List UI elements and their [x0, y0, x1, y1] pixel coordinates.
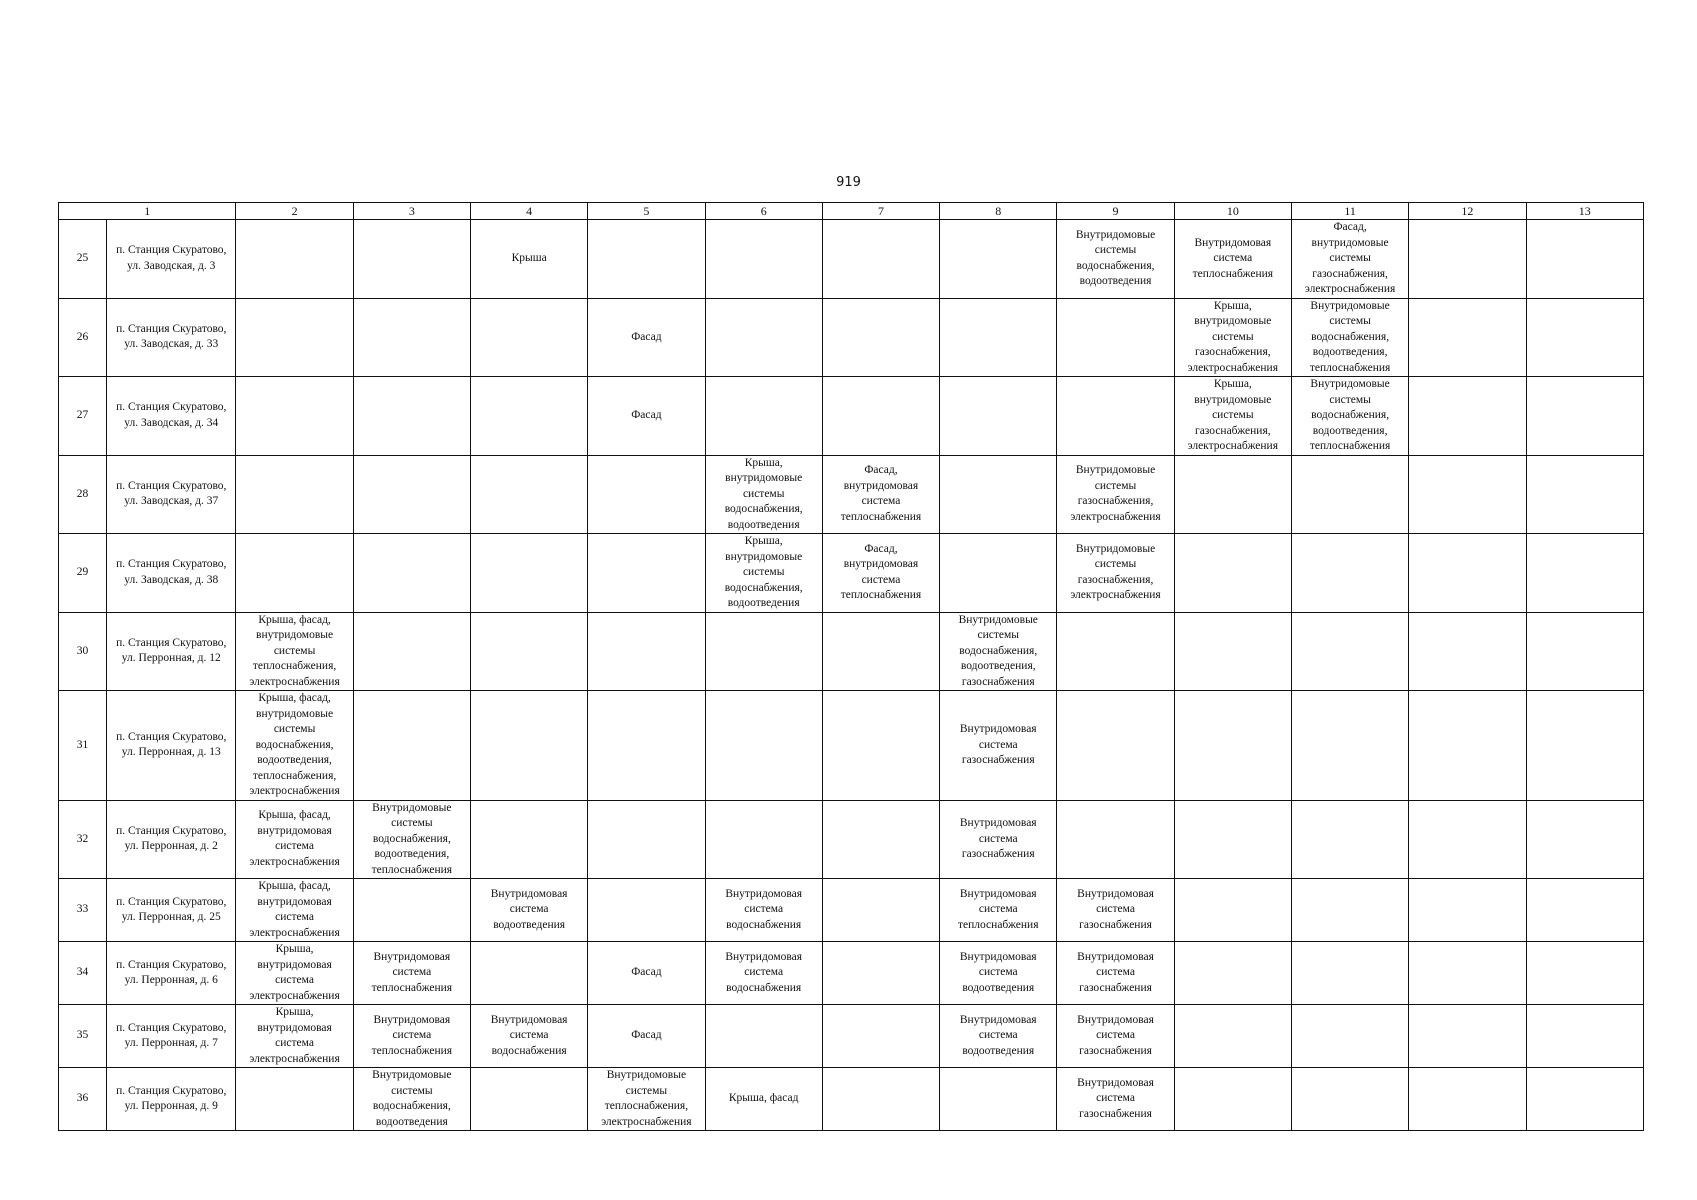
header-row — [59, 203, 1644, 220]
column-header: 4 — [470, 203, 587, 220]
work-cell — [1174, 534, 1291, 613]
row-number: 31 — [59, 691, 107, 801]
work-cell: Фасад, внутридомовая система теплоснабжения — [822, 455, 939, 534]
work-cell — [822, 298, 939, 377]
work-cell — [1526, 879, 1643, 942]
work-cell — [1291, 879, 1408, 942]
table-row — [59, 455, 1644, 534]
table-row — [59, 220, 1644, 299]
address-cell: п. Станция Скуратово, ул. Заводская, д. 38 — [107, 534, 236, 613]
work-cell — [1526, 1068, 1643, 1131]
row-number: 27 — [59, 377, 107, 456]
work-cell: Внутридомовая система газоснабжения — [1057, 879, 1174, 942]
work-cell — [1526, 612, 1643, 691]
table-row — [59, 942, 1644, 1005]
work-cell — [588, 691, 705, 801]
column-header: 12 — [1409, 203, 1526, 220]
row-number: 30 — [59, 612, 107, 691]
work-cell — [470, 377, 587, 456]
address-cell: п. Станция Скуратово, ул. Перронная, д. 2 — [107, 800, 236, 879]
work-cell — [940, 455, 1057, 534]
work-cell — [1291, 800, 1408, 879]
work-cell: Внутридомовая система газоснабжения — [1057, 942, 1174, 1005]
work-cell: Крыша, внутридомовые системы водоснабжения, водоотведения — [705, 534, 822, 613]
work-cell — [1057, 691, 1174, 801]
column-header: 7 — [822, 203, 939, 220]
work-cell — [470, 800, 587, 879]
work-cell: Внутридомовые системы водоснабжения, водоотведения — [1057, 220, 1174, 299]
work-cell — [1526, 455, 1643, 534]
work-cell — [1409, 220, 1526, 299]
column-header: 1 — [59, 203, 236, 220]
work-cell — [470, 691, 587, 801]
work-cell: Внутридомовая система водоснабжения — [705, 879, 822, 942]
work-cell — [1291, 691, 1408, 801]
work-cell — [470, 298, 587, 377]
work-cell — [1057, 612, 1174, 691]
work-cell — [1526, 534, 1643, 613]
work-cell — [822, 220, 939, 299]
work-cell: Фасад — [588, 298, 705, 377]
work-cell — [1526, 220, 1643, 299]
table-row — [59, 534, 1644, 613]
work-cell — [822, 942, 939, 1005]
work-cell — [1174, 691, 1291, 801]
work-cell — [1526, 1005, 1643, 1068]
work-cell — [353, 455, 470, 534]
work-cell: Фасад — [588, 942, 705, 1005]
address-cell: п. Станция Скуратово, ул. Заводская, д. 34 — [107, 377, 236, 456]
work-cell — [822, 879, 939, 942]
work-cell — [236, 455, 353, 534]
work-cell — [1526, 377, 1643, 456]
work-cell — [1174, 800, 1291, 879]
work-cell — [1057, 377, 1174, 456]
work-cell — [1409, 800, 1526, 879]
work-cell — [1291, 1005, 1408, 1068]
work-cell: Крыша, внутридомовая система электроснабжения — [236, 1005, 353, 1068]
work-cell — [1526, 942, 1643, 1005]
work-cell — [822, 377, 939, 456]
work-cell: Внутридомовые системы газоснабжения, электроснабжения — [1057, 534, 1174, 613]
work-cell: Внутридомовая система газоснабжения — [1057, 1005, 1174, 1068]
work-cell — [940, 298, 1057, 377]
work-cell: Крыша, внутридомовая система электроснабжения — [236, 942, 353, 1005]
work-cell: Внутридомовые системы водоснабжения, водоотведения — [353, 1068, 470, 1131]
work-cell: Внутридомовая система водоснабжения — [470, 1005, 587, 1068]
work-cell — [822, 691, 939, 801]
work-cell — [1174, 1068, 1291, 1131]
work-cell — [705, 377, 822, 456]
work-cell — [1409, 534, 1526, 613]
work-cell: Крыша, фасад, внутридомовые системы теплоснабжения, электроснабжения — [236, 612, 353, 691]
table-row — [59, 298, 1644, 377]
row-number: 36 — [59, 1068, 107, 1131]
row-number: 34 — [59, 942, 107, 1005]
row-number: 25 — [59, 220, 107, 299]
work-cell — [353, 691, 470, 801]
address-cell: п. Станция Скуратово, ул. Перронная, д. 13 — [107, 691, 236, 801]
work-cell — [822, 1005, 939, 1068]
table-row — [59, 377, 1644, 456]
work-cell — [1409, 942, 1526, 1005]
work-cell — [1174, 1005, 1291, 1068]
work-cell: Крыша, фасад, внутридомовые системы водоснабжения, водоотведения, теплоснабжения, электроснабжения — [236, 691, 353, 801]
work-cell — [1409, 879, 1526, 942]
work-cell — [1409, 298, 1526, 377]
work-cell: Внутридомовые системы водоснабжения, водоотведения, газоснабжения — [940, 612, 1057, 691]
work-cell — [236, 377, 353, 456]
work-cell — [1409, 612, 1526, 691]
work-cell — [705, 800, 822, 879]
table-row — [59, 879, 1644, 942]
address-cell: п. Станция Скуратово, ул. Перронная, д. 9 — [107, 1068, 236, 1131]
work-cell — [822, 612, 939, 691]
work-cell — [588, 455, 705, 534]
work-cell: Внутридомовая система газоснабжения — [940, 800, 1057, 879]
work-cell: Внутридомовые системы водоснабжения, водоотведения, теплоснабжения — [1291, 298, 1408, 377]
address-cell: п. Станция Скуратово, ул. Заводская, д. 3 — [107, 220, 236, 299]
table-row — [59, 1005, 1644, 1068]
work-cell — [1174, 455, 1291, 534]
column-header: 13 — [1526, 203, 1643, 220]
work-cell — [353, 298, 470, 377]
column-header: 3 — [353, 203, 470, 220]
work-cell — [1526, 800, 1643, 879]
address-cell: п. Станция Скуратово, ул. Заводская, д. 33 — [107, 298, 236, 377]
column-header: 8 — [940, 203, 1057, 220]
work-cell: Крыша, фасад, внутридомовая система электроснабжения — [236, 800, 353, 879]
work-cell: Фасад, внутридомовая система теплоснабжения — [822, 534, 939, 613]
work-cell: Фасад — [588, 377, 705, 456]
work-cell — [822, 1068, 939, 1131]
row-number: 33 — [59, 879, 107, 942]
work-cell — [940, 377, 1057, 456]
work-cell — [470, 534, 587, 613]
work-cell: Крыша, фасад — [705, 1068, 822, 1131]
work-cell — [940, 1068, 1057, 1131]
work-cell — [1409, 377, 1526, 456]
address-cell: п. Станция Скуратово, ул. Перронная, д. 12 — [107, 612, 236, 691]
work-cell: Крыша, внутридомовые системы газоснабжения, электроснабжения — [1174, 298, 1291, 377]
row-number: 28 — [59, 455, 107, 534]
work-cell: Внутридомовые системы водоснабжения, водоотведения, теплоснабжения — [353, 800, 470, 879]
work-cell: Крыша, внутридомовые системы водоснабжения, водоотведения — [705, 455, 822, 534]
table-row — [59, 612, 1644, 691]
column-header: 6 — [705, 203, 822, 220]
work-cell — [1526, 691, 1643, 801]
column-header: 11 — [1291, 203, 1408, 220]
work-cell — [588, 879, 705, 942]
work-cell — [940, 220, 1057, 299]
work-cell: Крыша — [470, 220, 587, 299]
work-cell — [1057, 298, 1174, 377]
work-cell — [1291, 942, 1408, 1005]
work-cell: Внутридомовая система водоснабжения — [705, 942, 822, 1005]
work-cell: Внутридомовая система теплоснабжения — [940, 879, 1057, 942]
column-header: 2 — [236, 203, 353, 220]
work-cell — [236, 220, 353, 299]
work-cell: Внутридомовые системы водоснабжения, водоотведения, теплоснабжения — [1291, 377, 1408, 456]
work-cell: Фасад, внутридомовые системы газоснабжения, электроснабжения — [1291, 220, 1408, 299]
work-cell — [705, 220, 822, 299]
work-cell — [353, 534, 470, 613]
work-cell: Внутридомовая система газоснабжения — [940, 691, 1057, 801]
work-cell — [588, 612, 705, 691]
work-cell — [470, 942, 587, 1005]
table-row — [59, 800, 1644, 879]
address-cell: п. Станция Скуратово, ул. Перронная, д. 6 — [107, 942, 236, 1005]
work-cell — [705, 691, 822, 801]
work-cell — [1526, 298, 1643, 377]
work-cell — [470, 455, 587, 534]
work-cell: Фасад — [588, 1005, 705, 1068]
work-cell — [1174, 612, 1291, 691]
table-body — [59, 203, 1644, 1131]
work-cell: Крыша, внутридомовые системы газоснабжения, электроснабжения — [1174, 377, 1291, 456]
work-cell — [940, 534, 1057, 613]
address-cell: п. Станция Скуратово, ул. Перронная, д. 7 — [107, 1005, 236, 1068]
work-cell — [1291, 612, 1408, 691]
work-cell: Внутридомовая система водоотведения — [470, 879, 587, 942]
work-cell — [1174, 942, 1291, 1005]
column-header: 10 — [1174, 203, 1291, 220]
work-cell — [705, 298, 822, 377]
work-cell — [822, 800, 939, 879]
work-cell — [470, 1068, 587, 1131]
repair-schedule-table — [58, 202, 1644, 1131]
work-cell: Внутридомовая система теплоснабжения — [353, 942, 470, 1005]
work-cell: Внутридомовая система теплоснабжения — [1174, 220, 1291, 299]
work-cell — [1409, 691, 1526, 801]
work-cell — [705, 1005, 822, 1068]
work-cell: Внутридомовая система водоотведения — [940, 1005, 1057, 1068]
work-cell — [353, 220, 470, 299]
work-cell — [1291, 534, 1408, 613]
table-row — [59, 1068, 1644, 1131]
work-cell: Внутридомовые системы газоснабжения, электроснабжения — [1057, 455, 1174, 534]
address-cell: п. Станция Скуратово, ул. Перронная, д. 25 — [107, 879, 236, 942]
address-cell: п. Станция Скуратово, ул. Заводская, д. 37 — [107, 455, 236, 534]
work-cell: Внутридомовые системы теплоснабжения, электроснабжения — [588, 1068, 705, 1131]
work-cell — [353, 377, 470, 456]
work-cell: Крыша, фасад, внутридомовая система электроснабжения — [236, 879, 353, 942]
work-cell — [470, 612, 587, 691]
row-number: 35 — [59, 1005, 107, 1068]
work-cell: Внутридомовая система газоснабжения — [1057, 1068, 1174, 1131]
work-cell — [236, 1068, 353, 1131]
work-cell — [1291, 1068, 1408, 1131]
work-cell — [1174, 879, 1291, 942]
work-cell — [1291, 455, 1408, 534]
row-number: 29 — [59, 534, 107, 613]
column-header: 5 — [588, 203, 705, 220]
work-cell — [353, 879, 470, 942]
work-cell — [588, 534, 705, 613]
table-row — [59, 691, 1644, 801]
work-cell — [353, 612, 470, 691]
work-cell — [588, 800, 705, 879]
work-cell — [588, 220, 705, 299]
work-cell — [1057, 800, 1174, 879]
work-cell — [236, 534, 353, 613]
work-cell — [705, 612, 822, 691]
page-number: 919 — [836, 175, 861, 190]
work-cell — [1409, 455, 1526, 534]
work-cell: Внутридомовая система водоотведения — [940, 942, 1057, 1005]
work-cell — [1409, 1068, 1526, 1131]
row-number: 32 — [59, 800, 107, 879]
work-cell — [1409, 1005, 1526, 1068]
row-number: 26 — [59, 298, 107, 377]
work-cell: Внутридомовая система теплоснабжения — [353, 1005, 470, 1068]
column-header: 9 — [1057, 203, 1174, 220]
work-cell — [236, 298, 353, 377]
